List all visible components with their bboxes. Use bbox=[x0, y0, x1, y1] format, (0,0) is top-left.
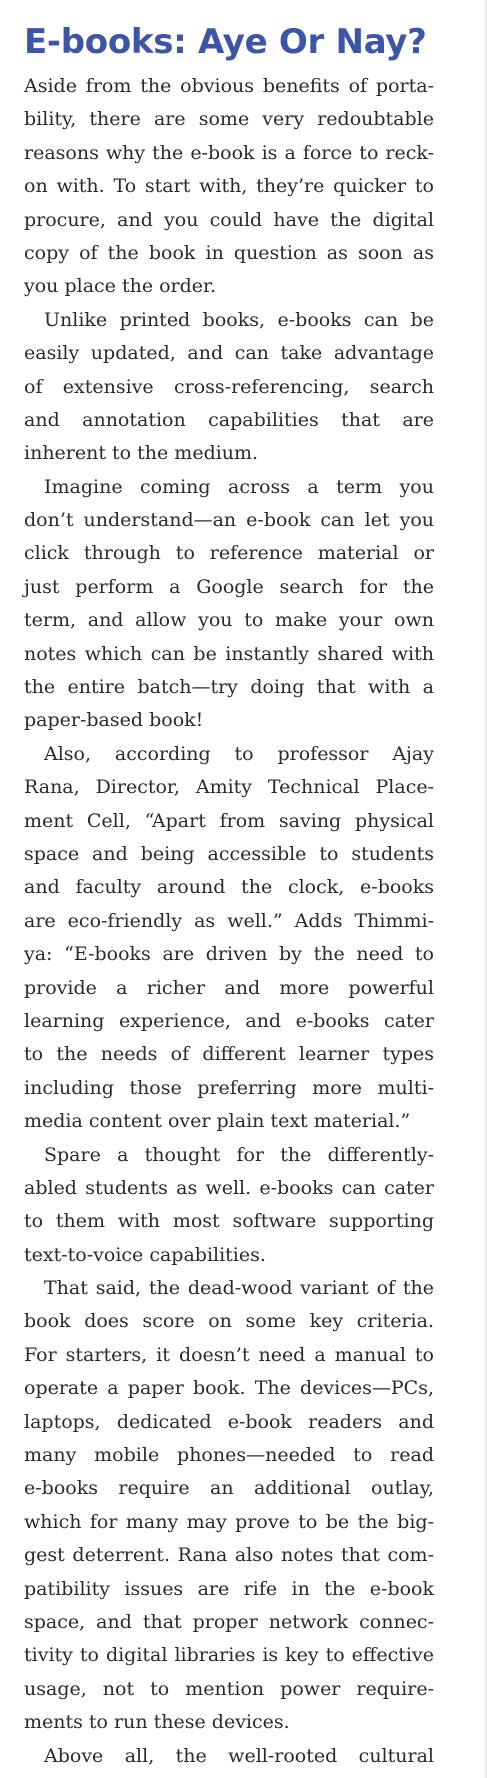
body-text-line: you place the order. bbox=[24, 275, 217, 298]
body-text-line: abled students as well. e-books can cater bbox=[24, 1176, 434, 1199]
body-text-line: to them with most software supporting bbox=[24, 1210, 434, 1233]
article-body bbox=[24, 70, 434, 1773]
body-text-line: usage, not to mention power require- bbox=[24, 1677, 434, 1700]
body-text-line: inherent to the medium. bbox=[24, 442, 259, 465]
body-text-line: learning experience, and e-books cater bbox=[24, 1009, 434, 1032]
body-text-line: reasons why the e-book is a force to reck- bbox=[24, 141, 434, 164]
body-text-line: don’t understand—an e-book can let you bbox=[24, 509, 434, 532]
body-text-line: click through to reference material or bbox=[24, 542, 434, 565]
body-text-line: procure, and you could have the digital bbox=[24, 208, 434, 231]
body-text-line: media content over plain text material.” bbox=[24, 1110, 411, 1133]
body-text-line: the entire batch—try doing that with a bbox=[24, 676, 434, 699]
body-text-line: Rana, Director, Amity Technical Place- bbox=[24, 776, 434, 799]
body-text-line: For starters, it doesn’t need a manual to bbox=[24, 1343, 434, 1366]
body-text-line: operate a paper book. The devices—PCs, bbox=[24, 1377, 434, 1400]
body-text-line: and faculty around the clock, e-books bbox=[24, 876, 434, 899]
body-text-line: on with. To start with, they’re quicker to bbox=[24, 175, 434, 198]
body-text-line: laptops, dedicated e-book readers and bbox=[24, 1410, 434, 1433]
body-text-line: book does score on some key criteria. bbox=[24, 1310, 434, 1333]
body-text-line: easily updated, and can take advantage bbox=[24, 342, 434, 365]
paragraph-first-line: That said, the dead-wood variant of the bbox=[44, 1277, 434, 1300]
body-text-line: just perform a Google search for the bbox=[24, 575, 434, 598]
body-text-line: and annotation capabilities that are bbox=[24, 408, 434, 431]
body-text-line: text-to-voice capabilities. bbox=[24, 1243, 266, 1266]
body-text-line: space, and that proper network connec- bbox=[24, 1610, 434, 1633]
body-text-line: term, and allow you to make your own bbox=[24, 609, 434, 632]
body-text-line: e-books require an additional outlay, bbox=[24, 1477, 434, 1500]
body-text-line: Aside from the obvious benefits of porta- bbox=[24, 75, 434, 97]
body-text-line: notes which can be instantly shared with bbox=[24, 642, 434, 665]
paragraph-first-line: Spare a thought for the differently- bbox=[44, 1143, 434, 1166]
body-text-line: gest deterrent. Rana also notes that com- bbox=[24, 1544, 434, 1567]
body-text-line: ya: “E-books are driven by the need to bbox=[24, 943, 434, 966]
body-text-line: of extensive cross-referencing, search bbox=[24, 375, 434, 398]
paragraph-first-line: Also, according to professor Ajay bbox=[44, 742, 434, 765]
body-text-line: many mobile phones—needed to read bbox=[24, 1444, 434, 1467]
article-title: E-books: Aye Or Nay? bbox=[24, 22, 427, 62]
body-text-line: are eco-friendly as well.” Adds Thimmi- bbox=[24, 909, 434, 932]
body-text-line: space and being accessible to students bbox=[24, 842, 434, 865]
body-text-line: patibility issues are rife in the e-book bbox=[24, 1577, 434, 1600]
body-text-line: ments to run these devices. bbox=[24, 1711, 290, 1734]
body-text-line: which for many may prove to be the big- bbox=[24, 1510, 434, 1533]
paragraph-first-line: Unlike printed books, e-books can be bbox=[44, 308, 434, 331]
body-text-line: tivity to digital libraries is key to effective bbox=[24, 1644, 434, 1667]
paragraph-first-line: Imagine coming across a term you bbox=[44, 475, 434, 498]
body-text-line: ment Cell, “Apart from saving physical bbox=[24, 809, 434, 832]
paragraph-first-line: Above all, the well-rooted cultural bbox=[44, 1744, 434, 1767]
body-text-line: including those preferring more multi- bbox=[24, 1076, 434, 1099]
body-text-line: provide a richer and more powerful bbox=[24, 976, 434, 999]
body-text-line: copy of the book in question as soon as bbox=[24, 241, 434, 264]
body-text-line: to the needs of different learner types bbox=[24, 1043, 434, 1066]
body-text-line: paper-based book! bbox=[24, 709, 204, 732]
body-text-line: bility, there are some very redoubtable bbox=[24, 108, 434, 131]
